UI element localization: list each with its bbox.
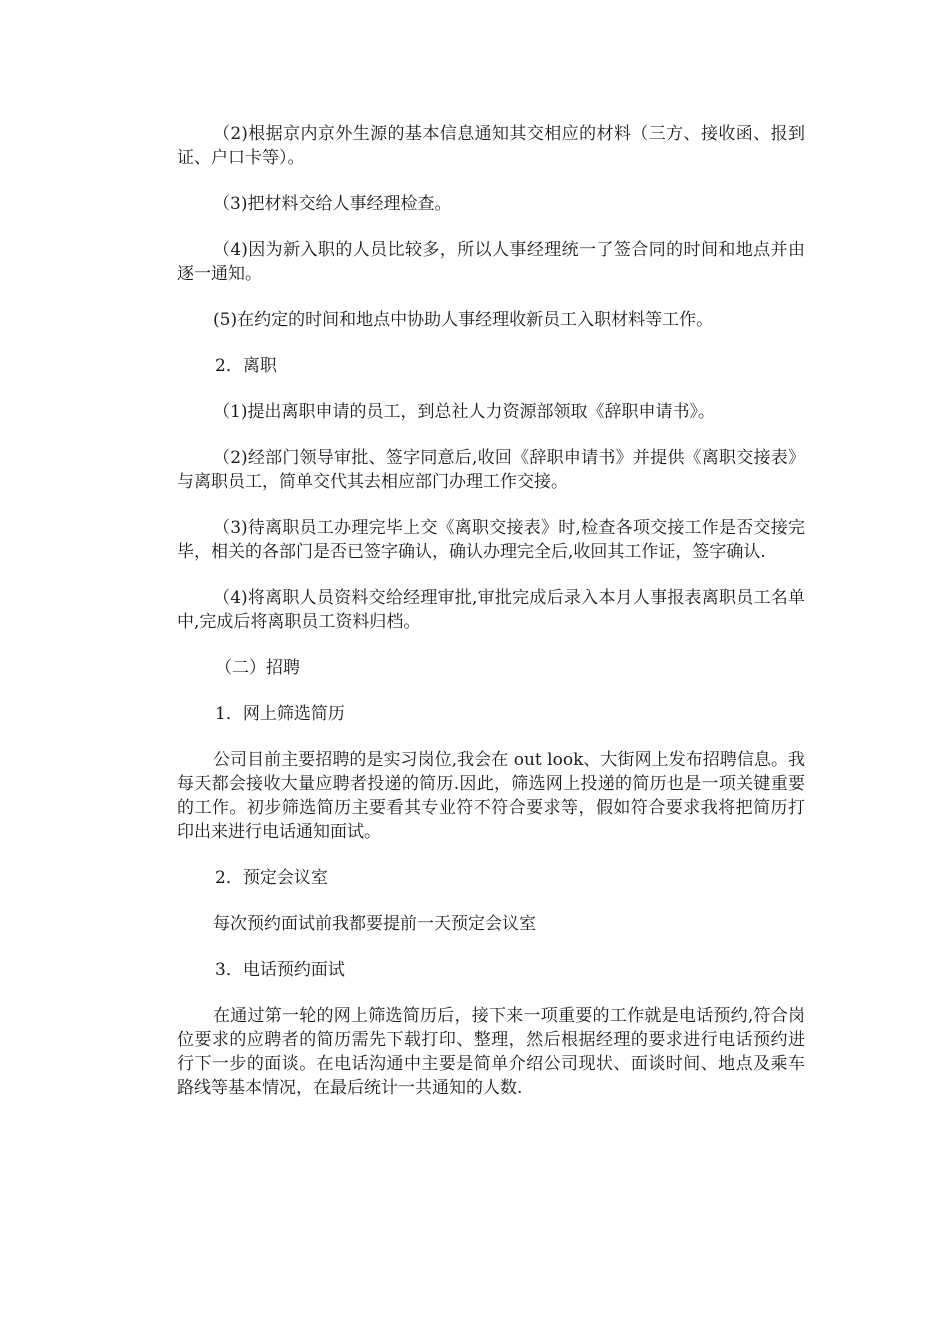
section-heading-resignation: 2．离职: [215, 356, 277, 376]
paragraph-online-screening: 公司目前主要招聘的是实习岗位,我会在 out look、大街网上发布招聘信息。我每天都会接收大量应聘者投递的简历.因此，筛选网上投递的简历也是一项关键重要的工作。初步筛选简历主要看其专业符不符合要求等，假如符合要求我将把简历打印出来进行电话通知面试。: [177, 750, 805, 842]
paragraph-material-check: （3)把材料交给人事经理检查。: [213, 194, 452, 214]
paragraph-material-notice: （2)根据京内京外生源的基本信息通知其交相应的材料（三方、接收函、报到证、户口卡等）。: [177, 124, 805, 168]
paragraph-collect-materials: (5)在约定的时间和地点中协助人事经理收新员工入职材料等工作。: [213, 310, 714, 330]
paragraph-contract-schedule: （4)因为新入职的人员比较多，所以人事经理统一了签合同的时间和地点并由逐一通知。: [177, 240, 805, 284]
paragraph-resignation-approval: （2)经部门领导审批、签字同意后,收回《辞职申请书》并提供《离职交接表》与离职员工，简单交代其去相应部门办理工作交接。: [177, 448, 805, 492]
document-body: [177, 122, 805, 1122]
subheading-online-screening: 1．网上筛选简历: [215, 704, 345, 724]
section-heading-recruitment: （二）招聘: [215, 658, 300, 678]
paragraph-resignation-archive: （4)将离职人员资料交给经理审批,审批完成后录入本月人事报表离职员工名单中,完成后将离职员工资料归档。: [177, 588, 805, 632]
subheading-phone-interview: 3．电话预约面试: [215, 960, 345, 980]
subheading-meeting-room: 2．预定会议室: [215, 868, 328, 888]
paragraph-meeting-room: 每次预约面试前我都要提前一天预定会议室: [213, 914, 536, 934]
paragraph-resignation-application: （1)提出离职申请的员工，到总社人力资源部领取《辞职申请书》。: [213, 402, 715, 422]
paragraph-handover-check: （3)待离职员工办理完毕上交《离职交接表》时,检查各项交接工作是否交接完毕，相关的各部门是否已签字确认，确认办理完全后,收回其工作证，签字确认.: [177, 518, 805, 562]
paragraph-phone-interview: 在通过第一轮的网上筛选简历后，接下来一项重要的工作就是电话预约,符合岗位要求的应聘者的简历需先下载打印、整理，然后根据经理的要求进行电话预约进行下一步的面谈。在电话沟通中主要是简单介绍公司现状、面谈时间、地点及乘车路线等基本情况，在最后统计一共通知的人数.: [177, 1006, 805, 1098]
